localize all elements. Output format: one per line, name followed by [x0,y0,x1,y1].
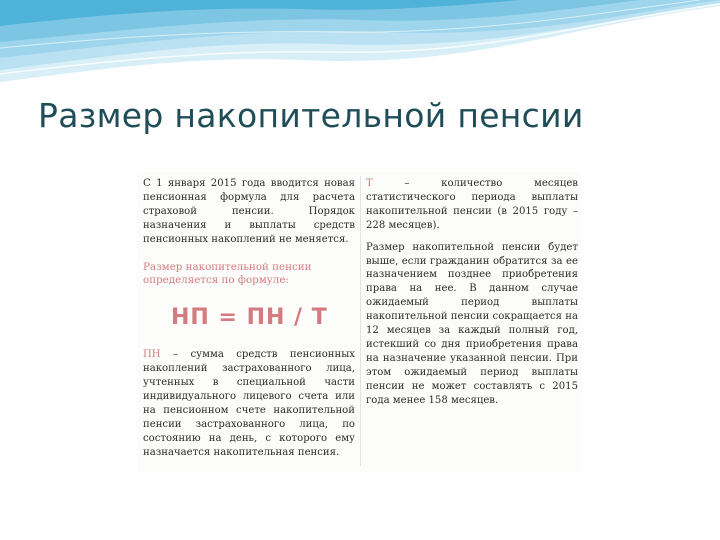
pn-definition-paragraph [143,348,355,459]
header-wave-decoration [0,0,720,95]
article-scan [137,172,582,472]
t-definition: – количество месяцев статистического периода выплаты накопительной пенсии (в 2015 году – 228 месяцев). [366,178,578,231]
pn-definition: – сумма средств пенсионных накоплений застрахованного лица, учтенных в специальной части индивидуального лицевого счета или на пенсионном счете накопительной пенсии застрахованного лица, по состоянию на день, с которого ему назначается накопительная пенсия. [143,349,355,458]
column-divider [360,176,361,466]
article-right-column [366,177,578,408]
article-left-column [143,177,355,460]
formula-subheading: Размер накопительной пенсии определяется по формуле: [143,260,312,287]
t-definition-paragraph [366,177,578,233]
t-term: Т [366,178,373,189]
closing-paragraph: Размер накопительной пенсии будет выше, если гражданин обратится за ее назначением позднее приобретения права на нее. В данном случае ожидаемый период выплаты накопительной пенсии сокращается на 12 месяцев за каждый полный год, истекший со дня приобретения права на назначение указанной пенсии. При этом ожидаемый период выплаты пенсии не может составлять с 2015 года менее 158 месяцев. [366,241,578,406]
pension-formula: НП = ПН / Т [171,305,328,331]
slide-title: Размер накопительной пенсии [38,96,584,135]
intro-paragraph: С 1 января 2015 года вводится новая пенсионная формула для расчета страховой пенсии. Порядок назначения и выплаты средств пенсионных накоплений не меняется. [143,178,355,245]
pn-term: ПН [143,349,161,361]
